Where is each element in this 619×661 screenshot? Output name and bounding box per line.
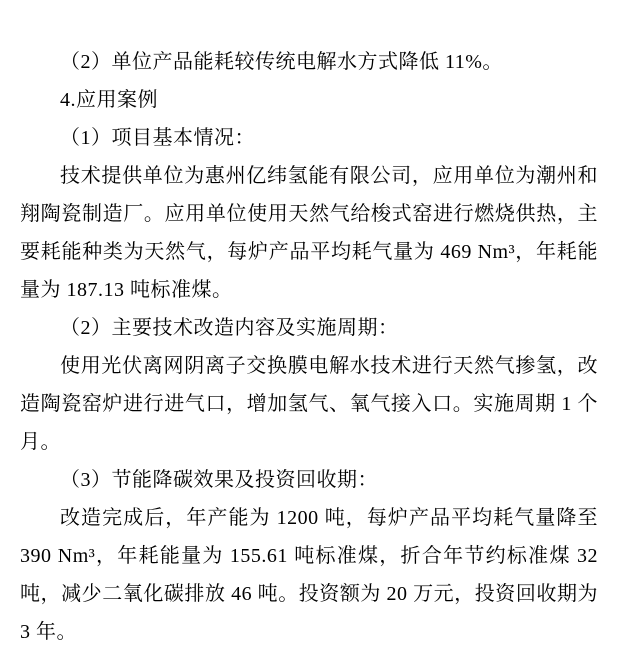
document-content <box>20 43 598 651</box>
paragraph-project-basic-info: 技术提供单位为惠州亿纬氢能有限公司，应用单位为潮州和翔陶瓷制造厂。应用单位使用天然气给梭式窑进行燃烧供热，主要耗能种类为天然气，每炉产品平均耗气量为 469 Nm³，年耗能量为 187.13 吨标准煤。 <box>20 165 598 301</box>
paragraph-unit-energy-reduction: （2）单位产品能耗较传统电解水方式降低 11%。 <box>60 51 503 73</box>
paragraph-energy-saving-results: 改造完成后，年产能为 1200 吨，每炉产品平均耗气量降至 390 Nm³，年耗能量为 155.61 吨标准煤，折合年节约标准煤 32 吨，减少二氧化碳排放 46 吨。投资额为 20 万元，投资回收期为 3 年。 <box>20 507 598 643</box>
heading-application-case: 4.应用案例 <box>60 89 158 111</box>
paragraph-technical-modification: 使用光伏离网阴离子交换膜电解水技术进行天然气掺氢，改造陶瓷窑炉进行进气口，增加氢气、氧气接入口。实施周期 1 个月。 <box>20 355 598 453</box>
heading-project-basic-info: （1）项目基本情况： <box>60 127 255 149</box>
heading-technical-modification: （2）主要技术改造内容及实施周期： <box>60 317 399 339</box>
heading-energy-saving-results: （3）节能降碳效果及投资回收期： <box>60 469 378 491</box>
